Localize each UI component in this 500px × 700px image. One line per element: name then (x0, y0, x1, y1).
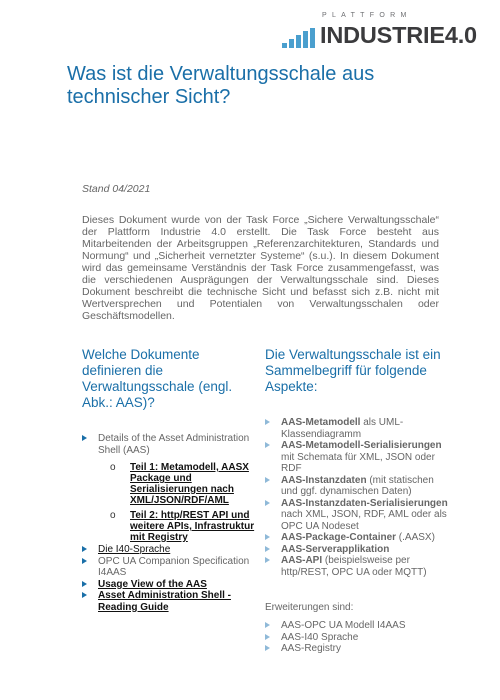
doc-usage-view-link[interactable]: Usage View of the AAS (98, 578, 207, 590)
extension-label: AAS-OPC UA Modell I4AAS (281, 620, 406, 631)
triangle-bullet-icon (265, 477, 270, 483)
triangle-bullet-icon (82, 581, 87, 587)
aspect-name: AAS-Instanzdaten (281, 474, 367, 486)
logo-bars-icon (282, 28, 318, 48)
doc-part2-link[interactable]: Teil 2: http/REST API und weitere APIs, Infrastruktur mit Registry (130, 510, 255, 543)
triangle-bullet-icon (82, 435, 87, 441)
aspect-name: AAS-Package-Container (281, 532, 397, 543)
list-item (82, 544, 257, 556)
list-item (110, 462, 257, 506)
aspect-name: AAS-Serverapplikation (281, 543, 390, 555)
extension-label: AAS-Registry (281, 643, 342, 654)
documents-heading: Welche Dokumente definieren die Verwaltungsschale (engl. Abk.: AAS)? (82, 347, 233, 410)
triangle-bullet-icon (265, 645, 270, 651)
page-title: Was ist die Verwaltungsschale aus technischer Sicht? (67, 63, 375, 108)
documents-column (82, 347, 257, 613)
aspect-desc: (mit statischen und ggf. dynamischen Daten) (281, 474, 434, 497)
triangle-bullet-icon (265, 419, 270, 425)
doc-i40-language-link[interactable]: Die I40-Sprache (98, 544, 171, 555)
aspects-list (265, 417, 450, 578)
aspect-desc: (beispielsweise per http/REST, OPC UA oder MQTT) (281, 555, 427, 578)
aspect-name: AAS-Metamodell-Serialisierungen (281, 440, 442, 451)
aspects-heading: Die Verwaltungsschale ist ein Sammelbegriff für folgende Aspekte: (265, 347, 441, 394)
doc-part1-link[interactable]: Teil 1: Metamodell, AASX Package und Serialisierungen nach XML/JSON/RDF/AML (130, 462, 249, 506)
aspect-desc: mit Schemata für XML, JSON oder RDF (281, 451, 435, 474)
document-date: Stand 04/2021 (82, 183, 151, 195)
triangle-bullet-icon (265, 442, 270, 448)
doc-opcua-spec: OPC UA Companion Specification I4AAS (98, 555, 250, 578)
aspect-desc: als UML-Klassendiagramm (281, 417, 404, 440)
triangle-bullet-icon (82, 592, 87, 598)
extensions-list (265, 620, 450, 655)
aspect-name: AAS-Instanzdaten-Serialisierungen (281, 497, 448, 509)
doc-aas-details: Details of the Asset Administration Shell (AAS) (98, 433, 250, 456)
list-item (265, 632, 450, 644)
list-item (82, 556, 257, 579)
platform-industrie-logo (282, 12, 487, 48)
logo-version: 4.0 (444, 22, 477, 48)
circle-bullet-icon: o (110, 510, 116, 521)
list-item (82, 433, 257, 543)
list-item (265, 620, 450, 632)
extension-label: AAS-I40 Sprache (281, 631, 359, 643)
aspect-desc: (.AASX) (396, 532, 435, 543)
aspect-desc: nach XML, JSON, RDF, AML oder als OPC UA Nodeset (281, 509, 447, 532)
triangle-bullet-icon (265, 557, 270, 563)
triangle-bullet-icon (82, 558, 87, 564)
list-item (82, 590, 257, 613)
documents-list (82, 433, 257, 613)
triangle-bullet-icon (265, 622, 270, 628)
logo-main-text: INDUSTRIE (320, 22, 445, 48)
intro-paragraph: Dieses Dokument wurde von der Task Force „Sichere Verwaltungsschale“ der Plattform Industrie 4.0 erstellt. Die Task Force besteht aus Mitarbeitenden der Arbeitsgruppen „Referenzarchitekturen, Standards und Normung“ und „Sicherheit vernetzter Systeme“ (s.u.). In diesem Dokument wird das gemeinsame Verständnis der Task Force zusammengefasst, was die verschiedenen Ausprägungen der Verwaltungsschale sind. Dieses Dokument beschreibt die technische Sicht und befasst sich z.B. nicht mit Wertversprechen und Potentialen von Verwaltungsschalen oder Geschäftsmodellen. (82, 214, 439, 322)
list-item (265, 532, 450, 544)
doc-aas-parts (98, 462, 257, 543)
list-item (265, 475, 450, 498)
triangle-bullet-icon (265, 500, 270, 506)
aspect-name: AAS-Metamodell (281, 417, 361, 428)
logo-wordmark (320, 21, 477, 49)
logo-plattform-text: PLATTFORM (322, 12, 412, 19)
extensions-heading: Erweiterungen sind: (265, 602, 354, 613)
list-item (265, 440, 450, 475)
list-item (265, 555, 450, 578)
doc-reading-guide-link[interactable]: Asset Administration Shell - Reading Guide (98, 590, 231, 613)
triangle-bullet-icon (82, 546, 87, 552)
list-item (265, 417, 450, 440)
triangle-bullet-icon (265, 546, 270, 552)
list-item (265, 643, 450, 655)
list-item (82, 579, 257, 591)
list-item (110, 510, 257, 543)
list-item (265, 544, 450, 556)
aspect-name: AAS-API (281, 555, 323, 566)
triangle-bullet-icon (265, 634, 270, 640)
triangle-bullet-icon (265, 534, 270, 540)
aspects-column (265, 347, 450, 655)
circle-bullet-icon: o (110, 462, 116, 473)
list-item (265, 498, 450, 533)
